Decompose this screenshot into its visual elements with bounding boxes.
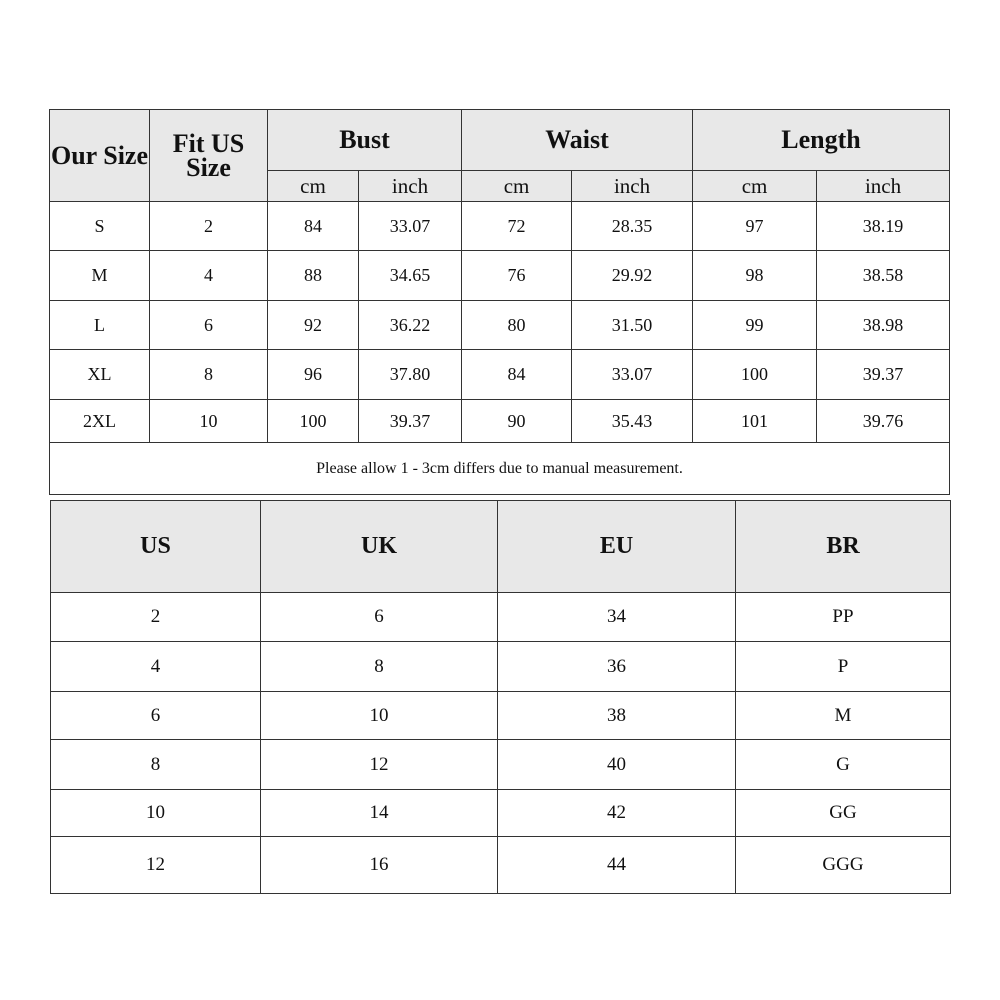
table-row <box>51 740 951 790</box>
waist-cm-cell: 72 <box>462 202 572 251</box>
fit-us-size-cell: 10 <box>150 400 268 443</box>
br-cell: GGG <box>736 837 951 894</box>
waist-inch-cell: 33.07 <box>572 350 693 400</box>
br-cell: G <box>736 740 951 790</box>
waist-cm-cell: 80 <box>462 301 572 350</box>
table-row <box>50 301 950 350</box>
header-uk: UK <box>261 501 498 593</box>
bust-cm-cell: 84 <box>268 202 359 251</box>
uk-cell: 8 <box>261 642 498 692</box>
fit-us-size-cell: 4 <box>150 251 268 301</box>
header-bust-inch: inch <box>359 171 462 202</box>
header-our-size: Our Size <box>50 110 150 202</box>
eu-cell: 42 <box>498 790 736 837</box>
table-row <box>50 251 950 301</box>
bust-cm-cell: 96 <box>268 350 359 400</box>
length-cm-cell: 97 <box>693 202 817 251</box>
length-cm-cell: 100 <box>693 350 817 400</box>
table-row <box>50 350 950 400</box>
table-row <box>51 692 951 740</box>
bust-inch-cell: 36.22 <box>359 301 462 350</box>
our-size-cell: XL <box>50 350 150 400</box>
header-length: Length <box>693 110 950 171</box>
uk-cell: 12 <box>261 740 498 790</box>
us-cell: 12 <box>51 837 261 894</box>
header-bust: Bust <box>268 110 462 171</box>
fit-us-size-cell: 6 <box>150 301 268 350</box>
header-fit-us-size: Fit US Size <box>150 110 268 202</box>
header-length-cm: cm <box>693 171 817 202</box>
measurement-note: Please allow 1 - 3cm differs due to manual measurement. <box>50 443 950 495</box>
our-size-cell: S <box>50 202 150 251</box>
us-cell: 2 <box>51 593 261 642</box>
br-cell: PP <box>736 593 951 642</box>
fit-us-size-cell: 2 <box>150 202 268 251</box>
bust-inch-cell: 39.37 <box>359 400 462 443</box>
bust-cm-cell: 100 <box>268 400 359 443</box>
waist-cm-cell: 76 <box>462 251 572 301</box>
waist-cm-cell: 90 <box>462 400 572 443</box>
table-row <box>51 642 951 692</box>
uk-cell: 10 <box>261 692 498 740</box>
header-length-inch: inch <box>817 171 950 202</box>
waist-inch-cell: 28.35 <box>572 202 693 251</box>
length-inch-cell: 38.58 <box>817 251 950 301</box>
us-cell: 8 <box>51 740 261 790</box>
header-br: BR <box>736 501 951 593</box>
waist-inch-cell: 29.92 <box>572 251 693 301</box>
us-cell: 10 <box>51 790 261 837</box>
eu-cell: 36 <box>498 642 736 692</box>
our-size-cell: L <box>50 301 150 350</box>
bust-inch-cell: 37.80 <box>359 350 462 400</box>
eu-cell: 38 <box>498 692 736 740</box>
header-waist-inch: inch <box>572 171 693 202</box>
bust-cm-cell: 92 <box>268 301 359 350</box>
length-inch-cell: 38.98 <box>817 301 950 350</box>
table-row <box>51 837 951 894</box>
length-inch-cell: 38.19 <box>817 202 950 251</box>
table-row <box>50 202 950 251</box>
us-cell: 6 <box>51 692 261 740</box>
eu-cell: 34 <box>498 593 736 642</box>
eu-cell: 40 <box>498 740 736 790</box>
bust-inch-cell: 34.65 <box>359 251 462 301</box>
header-eu: EU <box>498 501 736 593</box>
our-size-cell: 2XL <box>50 400 150 443</box>
length-cm-cell: 101 <box>693 400 817 443</box>
bust-inch-cell: 33.07 <box>359 202 462 251</box>
fit-us-size-cell: 8 <box>150 350 268 400</box>
length-cm-cell: 98 <box>693 251 817 301</box>
length-inch-cell: 39.37 <box>817 350 950 400</box>
br-cell: M <box>736 692 951 740</box>
uk-cell: 6 <box>261 593 498 642</box>
length-inch-cell: 39.76 <box>817 400 950 443</box>
our-size-cell: M <box>50 251 150 301</box>
br-cell: GG <box>736 790 951 837</box>
header-waist-cm: cm <box>462 171 572 202</box>
us-cell: 4 <box>51 642 261 692</box>
header-us: US <box>51 501 261 593</box>
uk-cell: 14 <box>261 790 498 837</box>
table-row <box>51 593 951 642</box>
header-bust-cm: cm <box>268 171 359 202</box>
bust-cm-cell: 88 <box>268 251 359 301</box>
br-cell: P <box>736 642 951 692</box>
size-chart-table <box>49 109 950 495</box>
waist-inch-cell: 35.43 <box>572 400 693 443</box>
waist-cm-cell: 84 <box>462 350 572 400</box>
table-row <box>50 400 950 443</box>
header-waist: Waist <box>462 110 693 171</box>
uk-cell: 16 <box>261 837 498 894</box>
eu-cell: 44 <box>498 837 736 894</box>
length-cm-cell: 99 <box>693 301 817 350</box>
table-row <box>51 790 951 837</box>
size-conversion-table <box>50 500 951 894</box>
waist-inch-cell: 31.50 <box>572 301 693 350</box>
